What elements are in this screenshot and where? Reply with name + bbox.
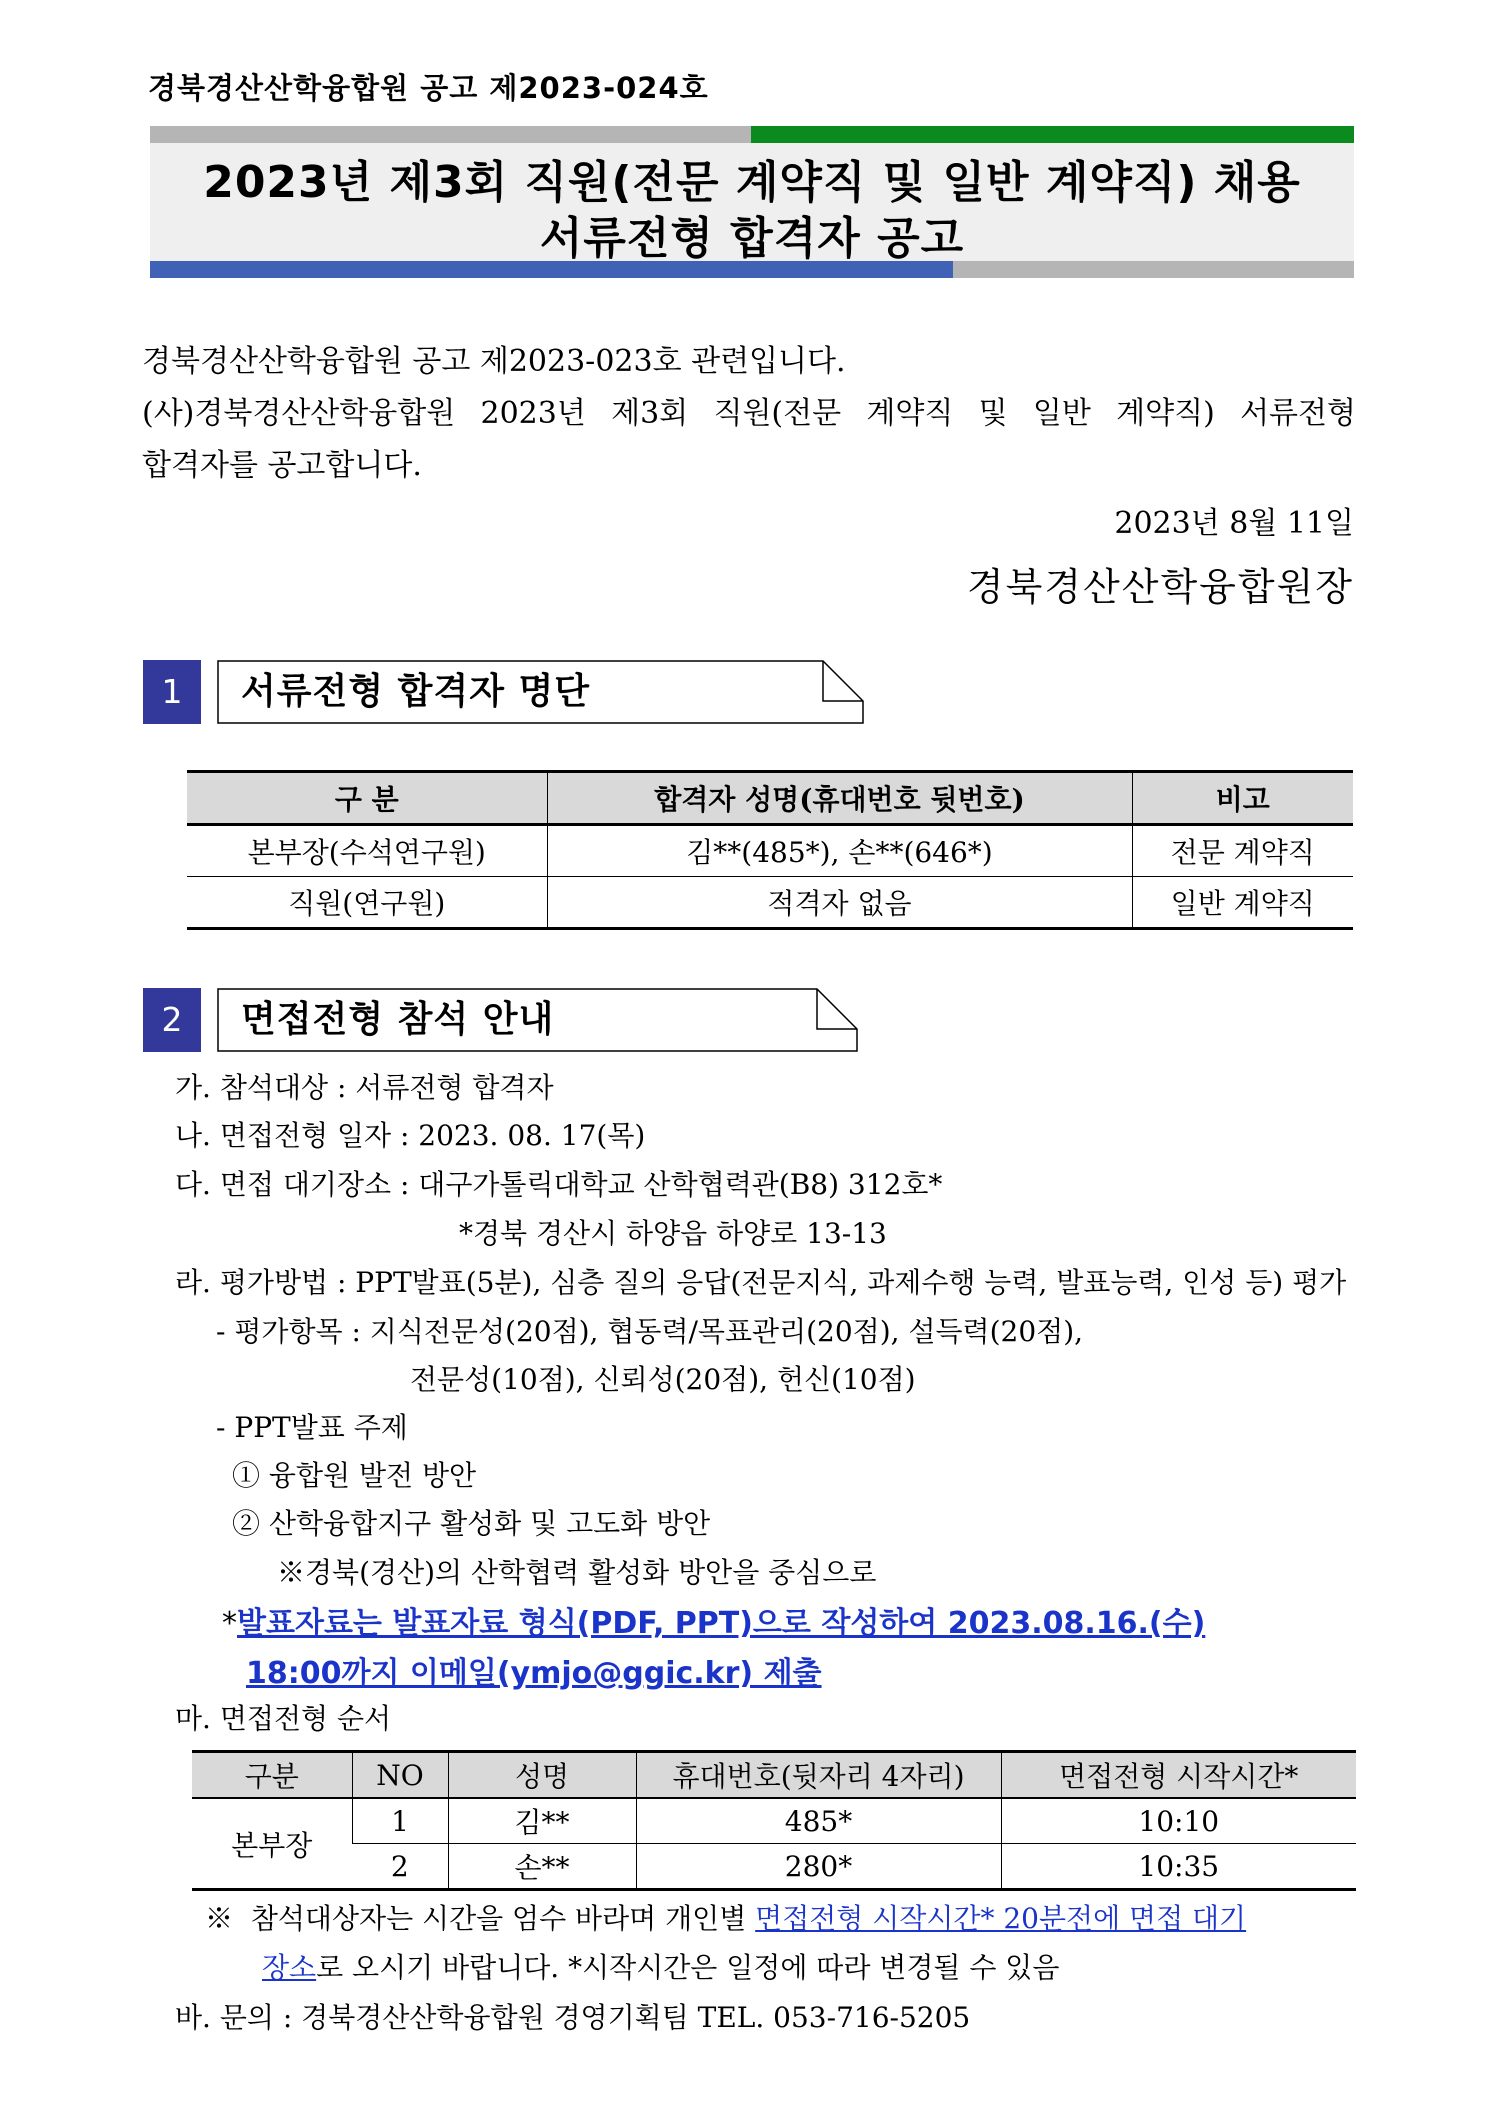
eval-items-line-2: 전문성(10점), 신뢰성(20점), 헌신(10점) <box>410 1363 916 1396</box>
title-banner <box>150 126 1354 278</box>
table-row <box>187 877 1353 929</box>
submission-notice-line-2: 18:00까지 이메일(ymjo@ggic.kr) 제출 <box>246 1656 822 1691</box>
cell-category: 본부장(수석연구원) <box>187 825 547 877</box>
interview-order-table <box>192 1750 1356 1891</box>
cell-no: 2 <box>352 1844 448 1890</box>
notice-date: 2023년 8월 11일 <box>1114 506 1354 541</box>
cell-remarks: 일반 계약직 <box>1132 877 1353 929</box>
item-ga: 가. 참석대상 : 서류전형 합격자 <box>175 1071 554 1104</box>
eval-items-line-1: - 평가항목 : 지식전문성(20점), 협동력/목표관리(20점), 설득력(20점), <box>216 1315 1084 1348</box>
cell-phone: 280* <box>636 1844 1001 1890</box>
intro-line-2: (사)경북경산산학융합원 2023년 제3회 직원(전문 계약직 및 일반 계약직) 서류전형 <box>142 396 1356 431</box>
cell-name: 김** <box>448 1798 636 1844</box>
table-header-row <box>187 772 1353 825</box>
cell-phone: 485* <box>636 1798 1001 1844</box>
table-header-row <box>192 1752 1356 1799</box>
item-da: 다. 면접 대기장소 : 대구가톨릭대학교 산학협력관(B8) 312호* <box>175 1168 943 1201</box>
item-ra: 라. 평가방법 : PPT발표(5분), 심층 질의 응답(전문지식, 과제수행 능력, 발표능력, 인성 등) 평가 <box>175 1266 1347 1299</box>
ppt-topic-1: ① 융합원 발전 방안 <box>232 1459 477 1492</box>
table-row <box>192 1798 1356 1844</box>
table-row <box>192 1844 1356 1890</box>
col-header-phone: 휴대번호(뒷자리 4자리) <box>636 1752 1001 1799</box>
cell-start-time: 10:35 <box>1001 1844 1356 1890</box>
table-row <box>187 825 1353 877</box>
notice-text-highlight: 면접전형 시작시간* 20분전에 면접 대기 <box>755 1902 1247 1935</box>
section-1-title: 서류전형 합격자 명단 <box>241 671 591 712</box>
cell-names: 김**(485*), 손**(646*) <box>547 825 1132 877</box>
intro-line-1: 경북경산산학융합원 공고 제2023-023호 관련입니다. <box>142 344 846 379</box>
submission-notice-line-1 <box>222 1598 1205 1642</box>
intro-line-3: 합격자를 공고합니다. <box>142 448 422 483</box>
item-na: 나. 면접전형 일자 : 2023. 08. 17(목) <box>175 1119 646 1152</box>
col-header-name: 성명 <box>448 1752 636 1799</box>
cell-group: 본부장 <box>192 1798 352 1890</box>
col-header-start-time: 면접전형 시작시간* <box>1001 1752 1356 1799</box>
section-2-header <box>217 988 859 1052</box>
issuer-name: 경북경산산학융합원장 <box>966 565 1354 609</box>
notice-text-place: 장소 <box>262 1951 317 1984</box>
section-2-number: 2 <box>143 988 201 1052</box>
col-header-group: 구분 <box>192 1752 352 1799</box>
col-header-no: NO <box>352 1752 448 1799</box>
submission-text-1: 발표자료는 발표자료 형식(PDF, PPT)으로 작성하여 2023.08.16.(수) <box>237 1606 1206 1641</box>
item-ba-contact: 바. 문의 : 경북경산산학융합원 경영기획팀 TEL. 053-716-5205 <box>175 2001 971 2034</box>
ppt-topic-label: - PPT발표 주제 <box>216 1411 408 1444</box>
section-2-title: 면접전형 참석 안내 <box>241 999 555 1040</box>
cell-remarks: 전문 계약직 <box>1132 825 1353 877</box>
item-ma: 마. 면접전형 순서 <box>175 1702 392 1735</box>
banner-bar-green <box>751 126 1354 143</box>
item-da-address: *경북 경산시 하양읍 하양로 13-13 <box>459 1217 887 1250</box>
attendance-notice-line-1 <box>205 1897 1246 1937</box>
col-header-category: 구 분 <box>187 772 547 825</box>
ppt-topic-2: ② 산학융합지구 활성화 및 고도화 방안 <box>232 1507 711 1540</box>
banner-bar-gray <box>150 126 751 143</box>
cell-category: 직원(연구원) <box>187 877 547 929</box>
notice-text-a: 참석대상자는 시간을 엄수 바라며 개인별 <box>250 1902 756 1935</box>
document-title: 2023년 제3회 직원(전문 계약직 및 일반 계약직) 채용 <box>203 157 1301 208</box>
col-header-names: 합격자 성명(휴대번호 뒷번호) <box>547 772 1132 825</box>
cell-name: 손** <box>448 1844 636 1890</box>
cell-no: 1 <box>352 1798 448 1844</box>
notice-text-d: 로 오시기 바랍니다. *시작시간은 일정에 따라 변경될 수 있음 <box>316 1951 1060 1984</box>
col-header-remarks: 비고 <box>1132 772 1353 825</box>
cell-names: 적격자 없음 <box>547 877 1132 929</box>
section-1-header <box>217 660 865 724</box>
section-1-number: 1 <box>143 660 201 724</box>
document-subtitle: 서류전형 합격자 공고 <box>539 213 965 264</box>
submission-star: * <box>222 1606 237 1641</box>
notice-mark: ※ <box>205 1902 234 1935</box>
attendance-notice-line-2 <box>262 1946 1059 1986</box>
cell-start-time: 10:10 <box>1001 1798 1356 1844</box>
notice-number: 경북경산산학융합원 공고 제2023-024호 <box>148 71 709 105</box>
passer-list-table <box>187 770 1353 930</box>
ppt-topic-note: ※경북(경산)의 산학협력 활성화 방안을 중심으로 <box>277 1556 877 1589</box>
